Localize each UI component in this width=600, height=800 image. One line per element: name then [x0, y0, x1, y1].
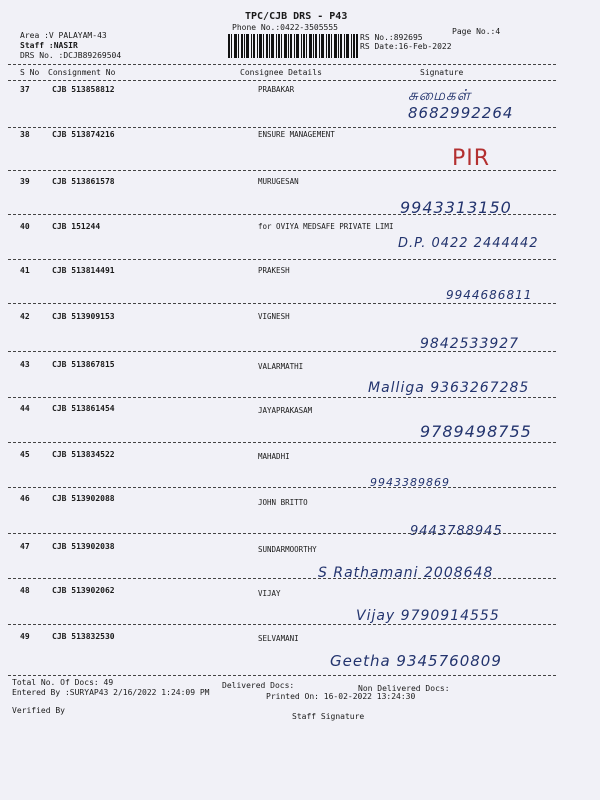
row-divider: [8, 533, 556, 534]
col-signature: Signature: [420, 68, 464, 77]
row-signature: Geetha 9345760809: [330, 652, 502, 670]
header-divider: [8, 80, 556, 81]
row-consignee: SELVAMANI: [258, 634, 299, 643]
delivered-docs: Delivered Docs:: [222, 681, 295, 690]
row-consignee: PRABAKAR: [258, 85, 295, 94]
row-sno: 39: [20, 177, 30, 186]
row-divider: [8, 624, 556, 625]
rs-number: RS No.:892695: [360, 33, 423, 42]
barcode: [228, 34, 358, 58]
row-signature: 9842533927: [420, 336, 520, 352]
row-consignee: VIJAY: [258, 589, 281, 598]
row-consignee: VALARMATHI: [258, 362, 304, 371]
row-divider: [8, 487, 556, 488]
row-divider: [8, 214, 556, 215]
row-signature: PIR: [452, 146, 491, 171]
row-consignee: MURUGESAN: [258, 177, 299, 186]
row-consignment: CJB 513858812: [52, 85, 115, 94]
row-sno: 37: [20, 85, 30, 94]
row-consignment: CJB 513867815: [52, 360, 115, 369]
header-divider: [8, 64, 556, 65]
row-consignment: CJB 513874216: [52, 130, 115, 139]
row-consignee: PRAKESH: [258, 266, 290, 275]
row-consignment: CJB 513832530: [52, 632, 115, 641]
row-consignee: SUNDARMOORTHY: [258, 545, 317, 554]
row-signature: Vijay 9790914555: [356, 608, 500, 624]
row-consignment: CJB 513814491: [52, 266, 115, 275]
row-signature: 9943389869: [370, 476, 450, 489]
row-divider: [8, 170, 556, 171]
row-consignee: JOHN BRITTO: [258, 498, 308, 507]
row-consignment: CJB 513834522: [52, 450, 115, 459]
row-signature: 9943313150: [400, 198, 512, 217]
row-consignment: CJB 513902088: [52, 494, 115, 503]
row-consignee: VIGNESH: [258, 312, 290, 321]
row-consignment: CJB 513902062: [52, 586, 115, 595]
col-consignee: Consignee Details: [240, 68, 322, 77]
row-consignment: CJB 513861454: [52, 404, 115, 413]
entered-by: Entered By :SURYAP43 2/16/2022 1:24:09 PM: [12, 688, 210, 697]
row-sno: 48: [20, 586, 30, 595]
rs-date: RS Date:16-Feb-2022: [360, 42, 452, 51]
row-signature: சுமைகள் 8682992264: [408, 86, 514, 122]
area-label: Area :V PALAYAM-43: [20, 31, 107, 40]
row-sno: 46: [20, 494, 30, 503]
row-consignment: CJB 513861578: [52, 177, 115, 186]
row-consignee: ENSURE MANAGEMENT: [258, 130, 335, 139]
page-number: Page No.:4: [452, 27, 501, 36]
row-divider: [8, 397, 556, 398]
row-sno: 49: [20, 632, 30, 641]
staff-signature: Staff Signature: [292, 712, 365, 721]
row-sno: 40: [20, 222, 30, 231]
drs-number: DRS No. :DCJB89269504: [20, 51, 122, 60]
row-divider: [8, 127, 556, 128]
row-sno: 42: [20, 312, 30, 321]
row-sno: 43: [20, 360, 30, 369]
row-divider: [8, 578, 556, 579]
row-divider: [8, 303, 556, 304]
row-divider: [8, 442, 556, 443]
row-divider: [8, 351, 556, 352]
row-sno: 41: [20, 266, 30, 275]
row-consignment: CJB 513902038: [52, 542, 115, 551]
row-consignment: CJB 151244: [52, 222, 101, 231]
row-signature: 9789498755: [420, 422, 532, 441]
row-signature: 9443788945: [410, 524, 503, 539]
non-delivered-docs: Non Delivered Docs:: [358, 684, 450, 693]
row-divider: [8, 259, 556, 260]
row-signature: Malliga 9363267285: [368, 380, 530, 396]
row-signature: D.P. 0422 2444442: [398, 236, 539, 251]
total-docs: Total No. Of Docs: 49: [12, 678, 114, 687]
row-signature: S Rathamani 2008648: [318, 565, 494, 581]
row-sno: 45: [20, 450, 30, 459]
row-signature: 9944686811: [446, 288, 533, 302]
staff-label: Staff :NASIR: [20, 41, 78, 50]
row-divider: [8, 675, 556, 676]
row-consignment: CJB 513909153: [52, 312, 115, 321]
row-consignee: for OVIYA MEDSAFE PRIVATE LIMI: [258, 222, 394, 231]
row-sno: 47: [20, 542, 30, 551]
printed-on: Printed On: 16-02-2022 13:24:30: [266, 692, 416, 701]
document-title: TPC/CJB DRS - P43: [245, 11, 348, 22]
col-consignment: Consignment No: [48, 68, 116, 77]
row-sno: 38: [20, 130, 30, 139]
phone-number: Phone No.:0422-3505555: [232, 23, 338, 32]
verified-by: Verified By: [12, 706, 65, 715]
row-consignee: JAYAPRAKASAM: [258, 406, 313, 415]
row-consignee: MAHADHI: [258, 452, 290, 461]
row-sno: 44: [20, 404, 30, 413]
col-sno: S No: [20, 68, 40, 77]
